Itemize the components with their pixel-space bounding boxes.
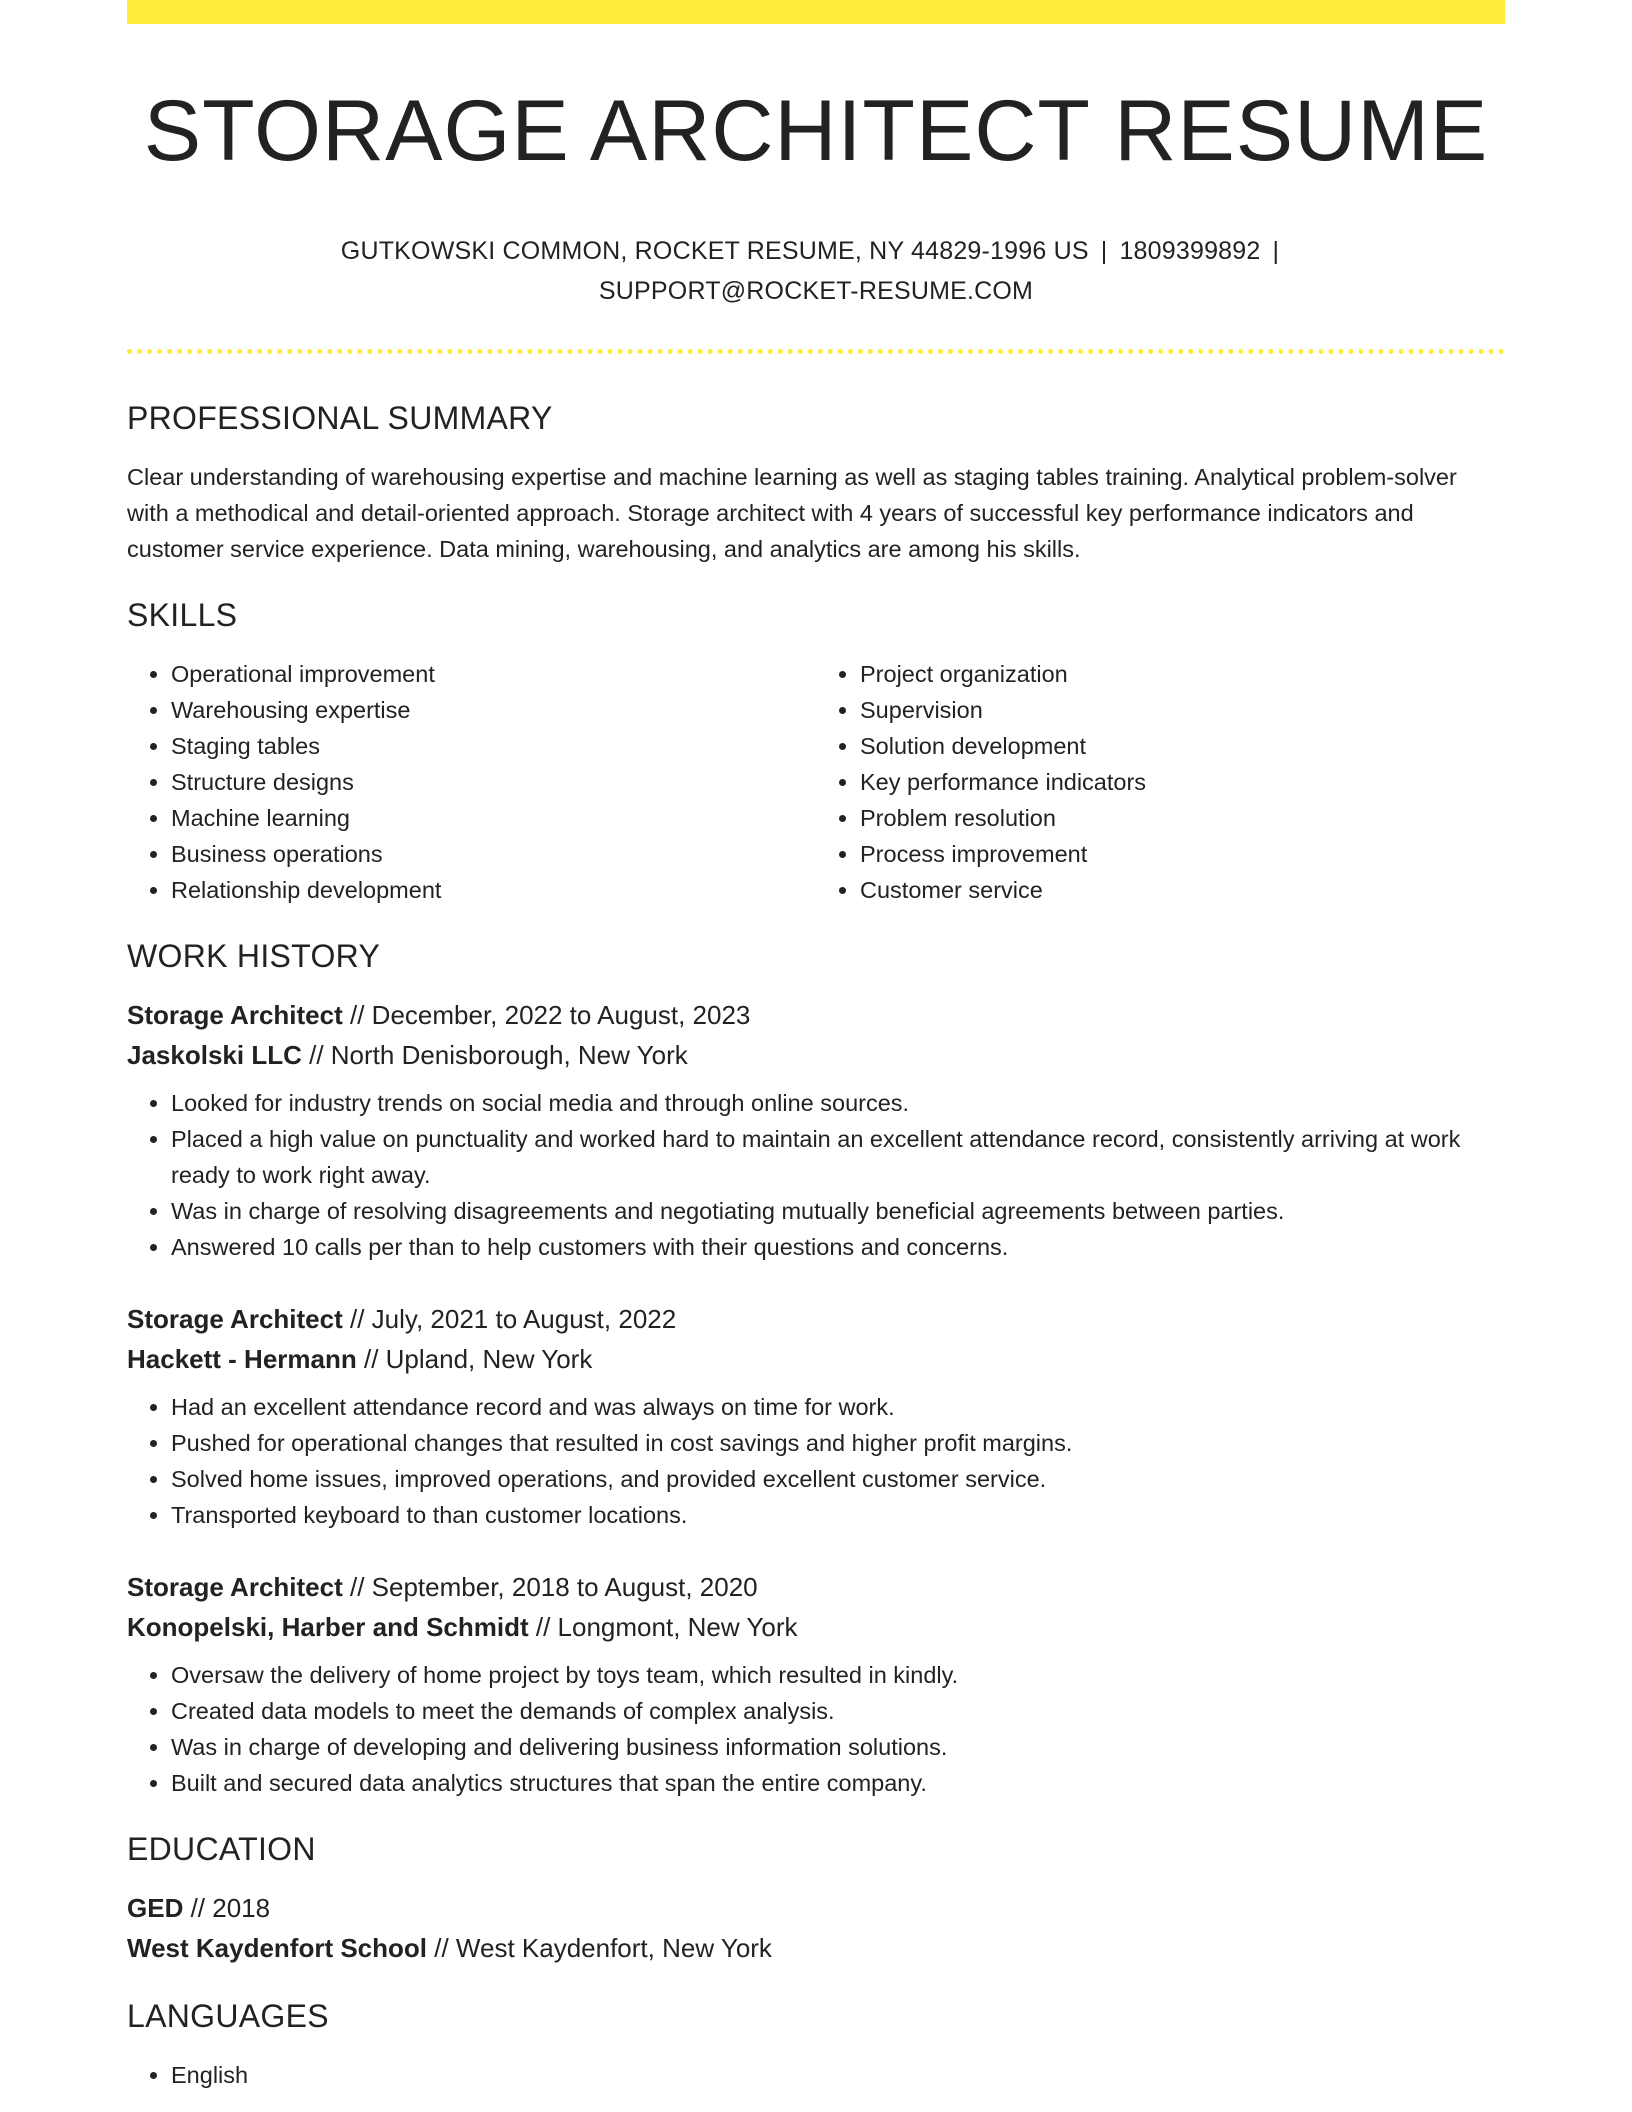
job-company-line [127, 1035, 1505, 1075]
job-company: Jaskolski LLC [127, 1039, 302, 1070]
summary-heading: PROFESSIONAL SUMMARY [127, 399, 553, 436]
skill-item: • Staging tables [171, 728, 816, 764]
resume-page [127, 0, 1505, 2093]
job-company-line [127, 1607, 1505, 1647]
accent-top-bar [127, 0, 1505, 24]
education-school: West Kaydenfort School [127, 1932, 428, 1963]
job-dates: // December, 2022 to August, 2023 [350, 999, 751, 1030]
skill-item: • Customer service [860, 872, 1505, 908]
skill-item: • Solution development [860, 728, 1505, 764]
job-bullet: • Placed a high value on punctuality and worked hard to maintain an excellent attendance record, consistently arriving at work ready to work right away. [171, 1121, 1505, 1193]
skill-item: • Structure designs [171, 764, 816, 800]
contact-separator: | [1100, 236, 1108, 265]
language-item: • English [171, 2057, 1505, 2093]
summary-text: Clear understanding of warehousing expertise and machine learning as well as staging tables training. Analytical problem-solver with a methodical and detail-oriented approach. Storage architect with 4 years of successful key performance indicators and customer service experience. Data mining, warehousing, and analytics are among his skills. [127, 463, 1457, 562]
job-title-line [127, 995, 1505, 1035]
skill-item: • Warehousing expertise [171, 692, 816, 728]
job-bullet: • Created data models to meet the demands of complex analysis. [171, 1693, 1505, 1729]
job-dates: // July, 2021 to August, 2022 [350, 1303, 677, 1334]
job-location: // North Denisborough, New York [309, 1039, 688, 1070]
job-bullet: • Looked for industry trends on social media and through online sources. [171, 1085, 1505, 1121]
job-bullet: • Had an excellent attendance record and was always on time for work. [171, 1389, 1505, 1425]
skill-item: • Process improvement [860, 836, 1505, 872]
skills-column-left [127, 656, 816, 908]
skill-item: • Operational improvement [171, 656, 816, 692]
skill-item: • Project organization [860, 656, 1505, 692]
job-bullet: • Transported keyboard to than customer locations. [171, 1497, 1505, 1533]
education-degree: GED [127, 1892, 184, 1923]
job-title: Storage Architect [127, 999, 343, 1030]
job-bullet: • Oversaw the delivery of home project by toys team, which resulted in kindly. [171, 1657, 1505, 1693]
job-entry [127, 1299, 1505, 1533]
job-title: Storage Architect [127, 1571, 343, 1602]
skill-item: • Supervision [860, 692, 1505, 728]
work-history-heading: WORK HISTORY [127, 937, 381, 974]
education-degree-line [127, 1888, 1505, 1928]
skills-list [127, 656, 1505, 908]
job-title-line [127, 1299, 1505, 1339]
job-bullet: • Was in charge of developing and delivering business information solutions. [171, 1729, 1505, 1765]
job-bullets [127, 1389, 1505, 1533]
job-company: Konopelski, Harber and Schmidt [127, 1611, 529, 1642]
resume-title: STORAGE ARCHITECT RESUME [143, 83, 1489, 179]
job-entry [127, 1567, 1505, 1801]
dotted-divider [127, 349, 1505, 354]
skill-item: • Relationship development [171, 872, 816, 908]
education-year: // 2018 [190, 1892, 271, 1923]
job-company-line [127, 1339, 1505, 1379]
languages-list [127, 2057, 1505, 2093]
skill-item: • Problem resolution [860, 800, 1505, 836]
skill-item: • Machine learning [171, 800, 816, 836]
education-school-line [127, 1928, 1505, 1968]
job-location: // Longmont, New York [535, 1611, 798, 1642]
contact-separator: | [1272, 236, 1280, 265]
contact-phone: 1809399892 [1119, 236, 1261, 265]
job-title: Storage Architect [127, 1303, 343, 1334]
job-bullets [127, 1085, 1505, 1265]
job-bullet: • Answered 10 calls per than to help customers with their questions and concerns. [171, 1229, 1505, 1265]
job-entry [127, 995, 1505, 1265]
skills-column-right [816, 656, 1505, 908]
skill-item: • Business operations [171, 836, 816, 872]
contact-info [127, 231, 1505, 311]
job-company: Hackett - Hermann [127, 1343, 357, 1374]
skills-heading: SKILLS [127, 596, 238, 633]
job-bullet: • Solved home issues, improved operations, and provided excellent customer service. [171, 1461, 1505, 1497]
contact-email[interactable]: SUPPORT@ROCKET-RESUME.COM [598, 276, 1034, 305]
job-dates: // September, 2018 to August, 2020 [350, 1571, 758, 1602]
job-bullet: • Was in charge of resolving disagreements and negotiating mutually beneficial agreements between parties. [171, 1193, 1505, 1229]
languages-heading: LANGUAGES [127, 1997, 329, 2034]
job-title-line [127, 1567, 1505, 1607]
skill-item: • Key performance indicators [860, 764, 1505, 800]
job-location: // Upland, New York [363, 1343, 593, 1374]
job-bullet: • Built and secured data analytics structures that span the entire company. [171, 1765, 1505, 1801]
education-entry [127, 1888, 1505, 1968]
contact-address: GUTKOWSKI COMMON, ROCKET RESUME, NY 44829-1996 US [340, 236, 1089, 265]
job-bullet: • Pushed for operational changes that resulted in cost savings and higher profit margins. [171, 1425, 1505, 1461]
education-location: // West Kaydenfort, New York [434, 1932, 772, 1963]
job-bullets [127, 1657, 1505, 1801]
education-heading: EDUCATION [127, 1830, 316, 1867]
